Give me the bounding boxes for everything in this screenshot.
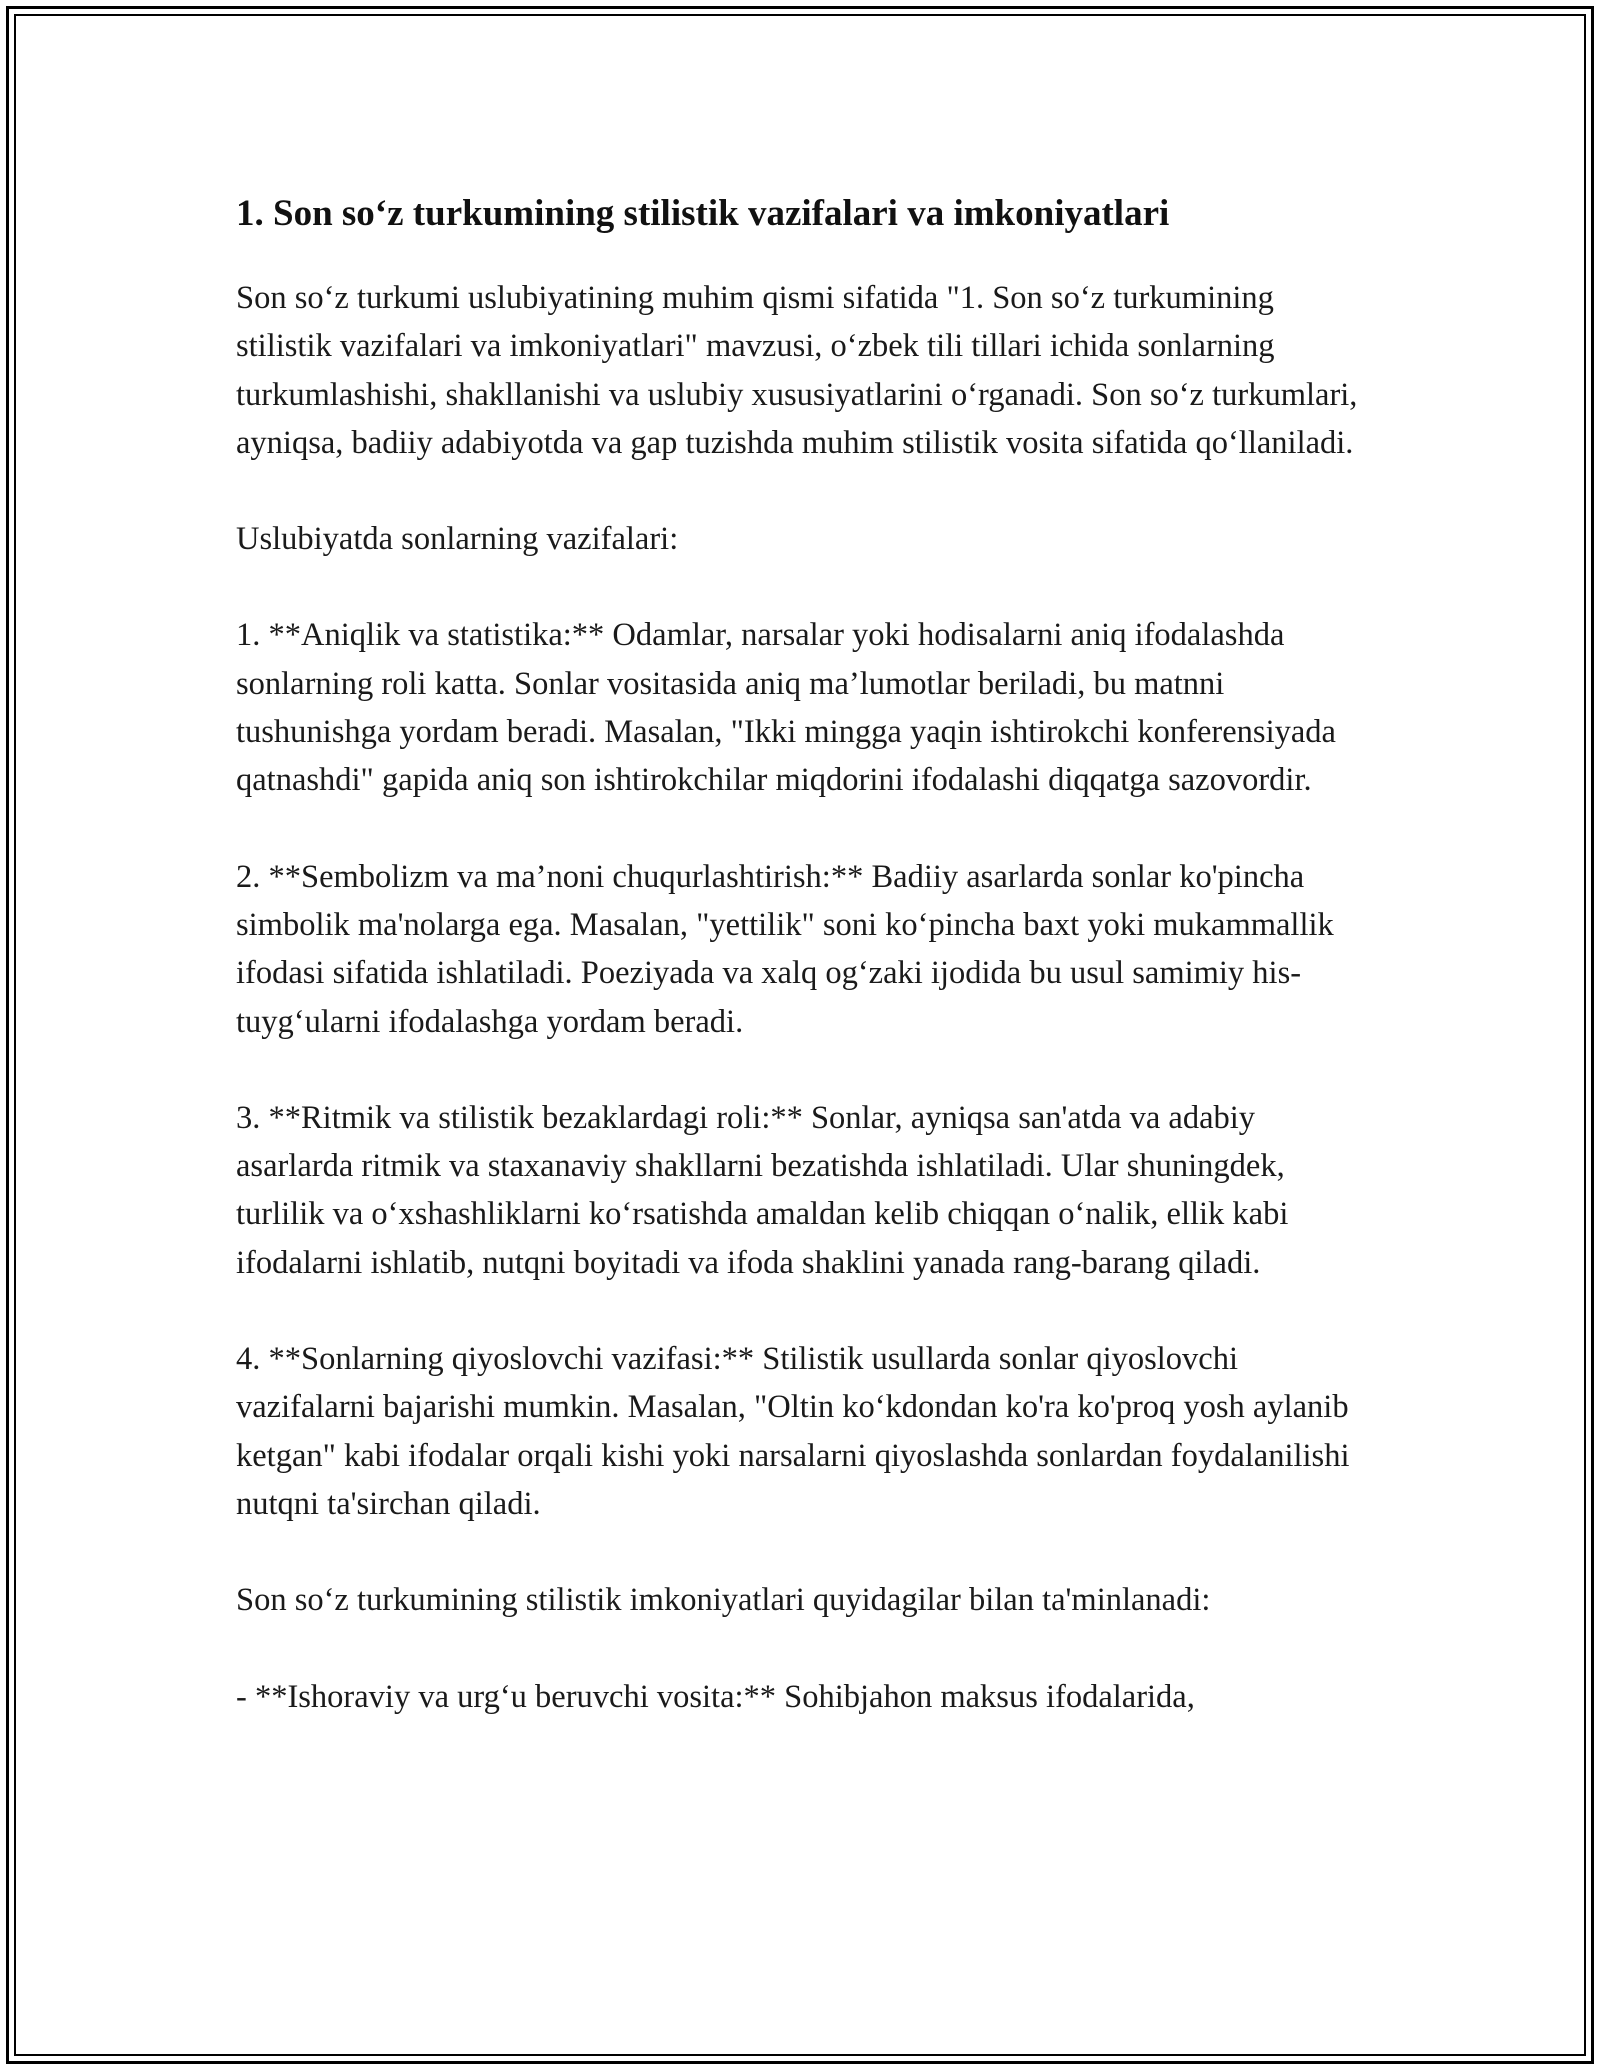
bullet-item-1: - **Ishoraviy va urg‘u beruvchi vosita:** Sohibjahon maksus ifodalarida, bbox=[236, 1678, 1195, 1715]
list-item-2: 2. **Sembolizm va ma’noni chuqurlashtirish:** Badiiy asarlarda sonlar ko'pincha simbolik ma'nolarga ega. Masalan, "yettilik" soni ko‘pincha baxt yoki mukammallik ifodasi sifatida ishlatiladi. Poeziyada va xalq og‘zaki ijodida bu usul samimiy his-tuyg‘ularni ifodalashga yordam beradi. bbox=[236, 858, 1334, 1040]
section-heading-possibilities: Son so‘z turkumining stilistik imkoniyatlari quyidagilar bilan ta'minlanadi: bbox=[236, 1582, 1211, 1619]
document-title: 1. Son so‘z turkumining stilistik vazifalari va imkoniyatlari bbox=[236, 193, 1170, 234]
section-heading-functions: Uslubiyatda sonlarning vazifalari: bbox=[236, 521, 679, 558]
document-body bbox=[236, 188, 1376, 1769]
list-item-3: 3. **Ritmik va stilistik bezaklardagi roli:** Sonlar, ayniqsa san'atda va adabiy asarlarda ritmik va staxanaviy shakllarni bezatishda ishlatiladi. Ular shuningdek, turlilik va o‘xshashliklarni ko‘rsatishda amaldan kelib chiqqan o‘nalik, ellik kabi ifodalarni ishlatib, nutqni boyitadi va ifoda shaklini yanada rang-barang qiladi. bbox=[236, 1099, 1289, 1281]
intro-paragraph: Son so‘z turkumi uslubiyatining muhim qismi sifatida "1. Son so‘z turkumining stilistik vazifalari va imkoniyatlari" mavzusi, o‘zbek tili tillari ichida sonlarning turkumlashishi, shakllanishi va uslubiy xususiyatlarini o‘rganadi. Son so‘z turkumlari, ayniqsa, badiiy adabiyotda va gap tuzishda muhim stilistik vosita sifatida qo‘llaniladi. bbox=[236, 280, 1358, 461]
list-item-1: 1. **Aniqlik va statistika:** Odamlar, narsalar yoki hodisalarni aniq ifodalashda sonlarning roli katta. Sonlar vositasida aniq ma’lumotlar beriladi, bu matnni tushunishga yordam beradi. Masalan, "Ikki mingga yaqin ishtirokchi konferensiyada qatnashdi" gapida aniq son ishtirokchilar miqdorini ifodalashi diqqatga sazovordir. bbox=[236, 617, 1336, 799]
list-item-4: 4. **Sonlarning qiyoslovchi vazifasi:** Stilistik usullarda sonlar qiyoslovchi vazifalarni bajarishi mumkin. Masalan, "Oltin ko‘kdondan ko'ra ko'proq yosh aylanib ketgan" kabi ifodalar orqali kishi yoki narsalarni qiyoslashda sonlardan foydalanilishi nutqni ta'sirchan qiladi. bbox=[236, 1341, 1350, 1522]
